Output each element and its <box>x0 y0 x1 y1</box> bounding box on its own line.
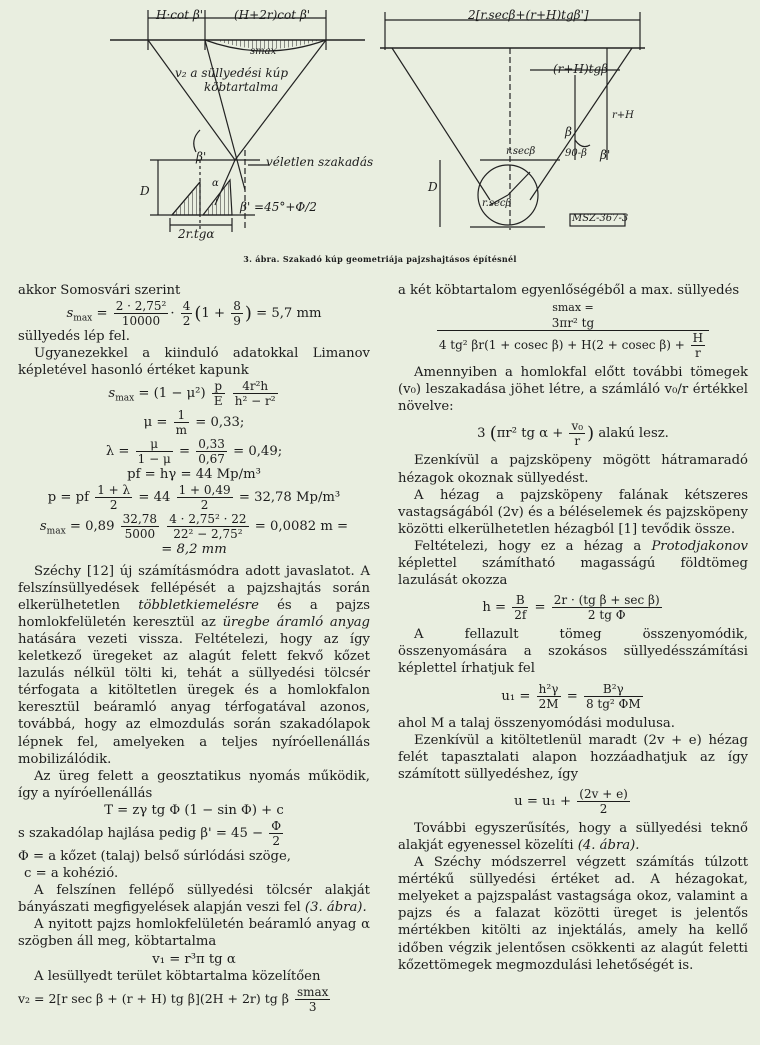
paragraph-funnel: A felszínen fellépő süllyedési tölcsér alakját bányászati megfigyelések alapján veszi fel (3. ábra). <box>18 883 370 916</box>
paragraph-equality: a két köbtartalom egyenlőségéből a max. süllyedés <box>398 283 740 298</box>
equation-smax-big: 3πr² tg 4 tg² βr(1 + cosec β) + H(2 + cosec β) + $\frac{H}{r}$ <box>398 316 748 360</box>
label-v2-line1: v₂ a süllyedési kúp <box>175 66 289 80</box>
equation-h: h = $\frac{B}{2f}$ = $\frac{\text{2r · (tg β + sec β)}}{\text{2 tg Φ}}$ <box>482 593 660 623</box>
label-beta2: β' <box>600 148 611 162</box>
equation-u1: u₁ = $\frac{\text{h²γ}}{2M}$ = $\frac{\text{B²γ}}{\text{8 tg² ΦM}}$ <box>501 681 641 711</box>
paragraph-volume: A lesüllyedt terület köbtartalma közelítően <box>34 968 321 984</box>
paragraph-modulus: ahol M a talaj összenyomódási modulusa. <box>398 715 675 731</box>
equation-lambda: λ = $\frac{\mu}{1 - \mu}$ = $\frac{0,33}{0,67}$ = 0,49; <box>105 437 283 467</box>
label-alpha: α <box>212 178 219 189</box>
left-column <box>18 282 370 1014</box>
equation-u: u = u₁ + $\frac{(2v + e)}{2}$ <box>514 786 628 816</box>
equation-somosvari: $s_{max}$ = $\frac{\text{2 · 2,75²}}{10000}$ · $\frac{4}{2}$ (1 + $\frac{8}{9}$ ) = 5,7 mm <box>66 299 322 329</box>
equation-v1: v₁ = r³π tg α <box>152 951 236 967</box>
label-rsec: r.secβ <box>506 146 536 157</box>
label-random-collapse: véletlen szakadás <box>266 155 374 169</box>
label-d-right: D <box>428 180 438 194</box>
paragraph-conclusion: A Széchy módszerrel végzett számítás túlzott mértékű süllyedési értéket ad. A hézagokat, melyeket a pajzspalást vastagsága okoz, valamint a pajzs és a falazat közötti üreget is jelentős mértékben kitölti az injektálás, amely ha kellő időben végzik jelentősen csökkenti az alagút feletti kőzettömegek megmozdulási lehetőségét is. <box>398 855 748 973</box>
figure-3 <box>0 0 760 268</box>
label-msz-ref: MSZ-367-3 <box>572 213 629 224</box>
paragraph-unfilled-gap: Ezenkívül a kitöltetlenül maradt (2v + e) hézag felét tapasztalati alapon hozzáadhatjuk az így számított süllyedéshez, így <box>398 732 748 782</box>
paragraph-compression: A fellazult tömeg összenyomódik, összenyomására a szokásos süllyedésszámítási képlettel írhatjuk fel <box>398 627 748 677</box>
equation-limanov: $s_{max} = (1 - \mu^2)$ $\frac{p}{E}$ $\frac{\text{4r²h}}{\text{h² − r²}}$ <box>108 379 276 409</box>
label-dim-top-right: 2[r.secβ+(r+H)tgβ'] <box>468 8 589 22</box>
after-eq1-text: süllyedés lép fel. <box>18 329 130 345</box>
label-rh-tgb: (r+H)tgβ <box>553 62 609 76</box>
paragraph-v0: Amennyiben a homlokfal előtt további tömegek (v₀) leszakadása jöhet létre, a számláló v₀/r értékkel növelve: <box>398 365 748 415</box>
label-angle-left: β' =45°+Φ/2 <box>240 200 317 214</box>
label-rH: r+H <box>612 110 634 121</box>
label-d-left: D <box>140 184 150 198</box>
intro-text: akkor Somosvári szerint <box>18 283 181 298</box>
paragraph-inflow: A nyitott pajzs homlokfelületén beáramló anyag α szögben áll meg, köbtartalma <box>18 917 370 950</box>
label-beta-right: β <box>565 125 572 139</box>
figure-caption: 3. ábra. Szakadó kúp geometriája pajzshajtásos építésnél <box>243 254 517 264</box>
equation-p: p = pf $\frac{1 + \lambda}{2}$ = 44 $\frac{1 + 0,49}{2}$ = 32,78 Mp/m³ <box>47 483 341 513</box>
equation-pf: pf = hγ = 44 Mp/m³ <box>127 467 261 483</box>
equation-v2: v₂ = 2[r sec β + (r + H) tg β](2H + 2r) tg β $\frac{smax}{3}$ <box>18 984 329 1014</box>
paragraph-limanov: Ugyanezekkel a kiinduló adatokkal Limanov képletével hasonló értéket kapunk <box>18 346 370 379</box>
paragraph-szechy: Széchy [12] új számításmódra adott javaslatot. A felszínsüllyedések fellépését a pajzshajtás során elkerülhetetlen többletkiemelésre és a pajzs homlokfelületén keresztül az üregbe áramló anyag hatására vezeti vissza. Feltételezi, hogy az így keletkező üregeket az alagút felett fekvő kőzet lazulás nélkül tölti ki, tehát a süllyedési tölcsér térfogata a kitöltetlen üregek és a homlokfalon keresztül beáramló anyag térfogatával azonos, továbbá, hogy az elmozdulás során szakadólapok lépnek fel, amelyeken a teljes nyíróellenállás mobilizálódik. <box>18 563 370 767</box>
label-rsecbeta: r.secβ <box>482 198 512 209</box>
label-h-cot: H·cot β' <box>156 8 204 22</box>
equation-slope: s szakadólap hajlása pedig β' = 45 − $\frac{\Phi}{2}$ <box>18 818 282 848</box>
equation-smax-result: $s_{max} = 0,89$ $\frac{32,78}{5000}$ $\frac{\text{4 · 2,75² · 22}}{\text{22² − 2,75²}}$ = 0,0082 m = <box>39 512 349 542</box>
figure-drawing <box>0 0 760 268</box>
label-90-beta: 90-β <box>565 148 587 159</box>
label-2rtga: 2r.tgα <box>178 227 215 241</box>
definition-phi: Φ = a kőzet (talaj) belső súrlódási szöge, <box>18 848 291 864</box>
equation-smax-label: smax = <box>552 301 594 315</box>
paragraph-gaps: Ezenkívül a pajzsköpeny mögött hátramaradó hézagok okoznak süllyedést. <box>398 453 748 486</box>
paragraph-gap-composition: A hézag a pajzsköpeny falának kétszeres vastagságából (2v) és a béléselemek és pajzsköpeny közötti elkerülhetetlen hézagból [1] tevődik össze. <box>398 487 748 537</box>
paragraph-protodjakonov: Feltételezi, hogy ez a hézag a Protodjakonov képlettel számítható magasságú földtömeg lazulását okozza <box>398 538 748 589</box>
label-v2-line2: köbtartalma <box>204 80 279 94</box>
label-h2r-cot: (H+2r)cot β' <box>234 8 311 22</box>
paragraph-simplification: További egyszerűsítés, hogy a süllyedési teknő alakját egyenessel közelíti (4. ábra). <box>398 820 748 853</box>
definition-c: c = a kohézió. <box>24 866 119 882</box>
label-smax: smax <box>250 46 277 57</box>
right-diagram <box>380 12 645 230</box>
equation-numerator: 3 (πr² tg α + $\frac{\text{v₀}}{r}$ ) alakú lesz. <box>477 419 669 449</box>
equation-smax-mm: = 8,2 mm <box>161 542 227 558</box>
equation-mu: μ = $\frac{1}{m}$ = 0,33; <box>143 408 245 438</box>
left-diagram <box>110 10 365 232</box>
label-beta-left: β' <box>196 150 207 164</box>
equation-shear: T = zγ tg Φ (1 − sin Φ) + c <box>104 802 284 818</box>
paragraph-geostatic: Az üreg felett a geosztatikus nyomás működik, így a nyíróellenállás <box>18 768 370 801</box>
right-column <box>398 282 748 974</box>
